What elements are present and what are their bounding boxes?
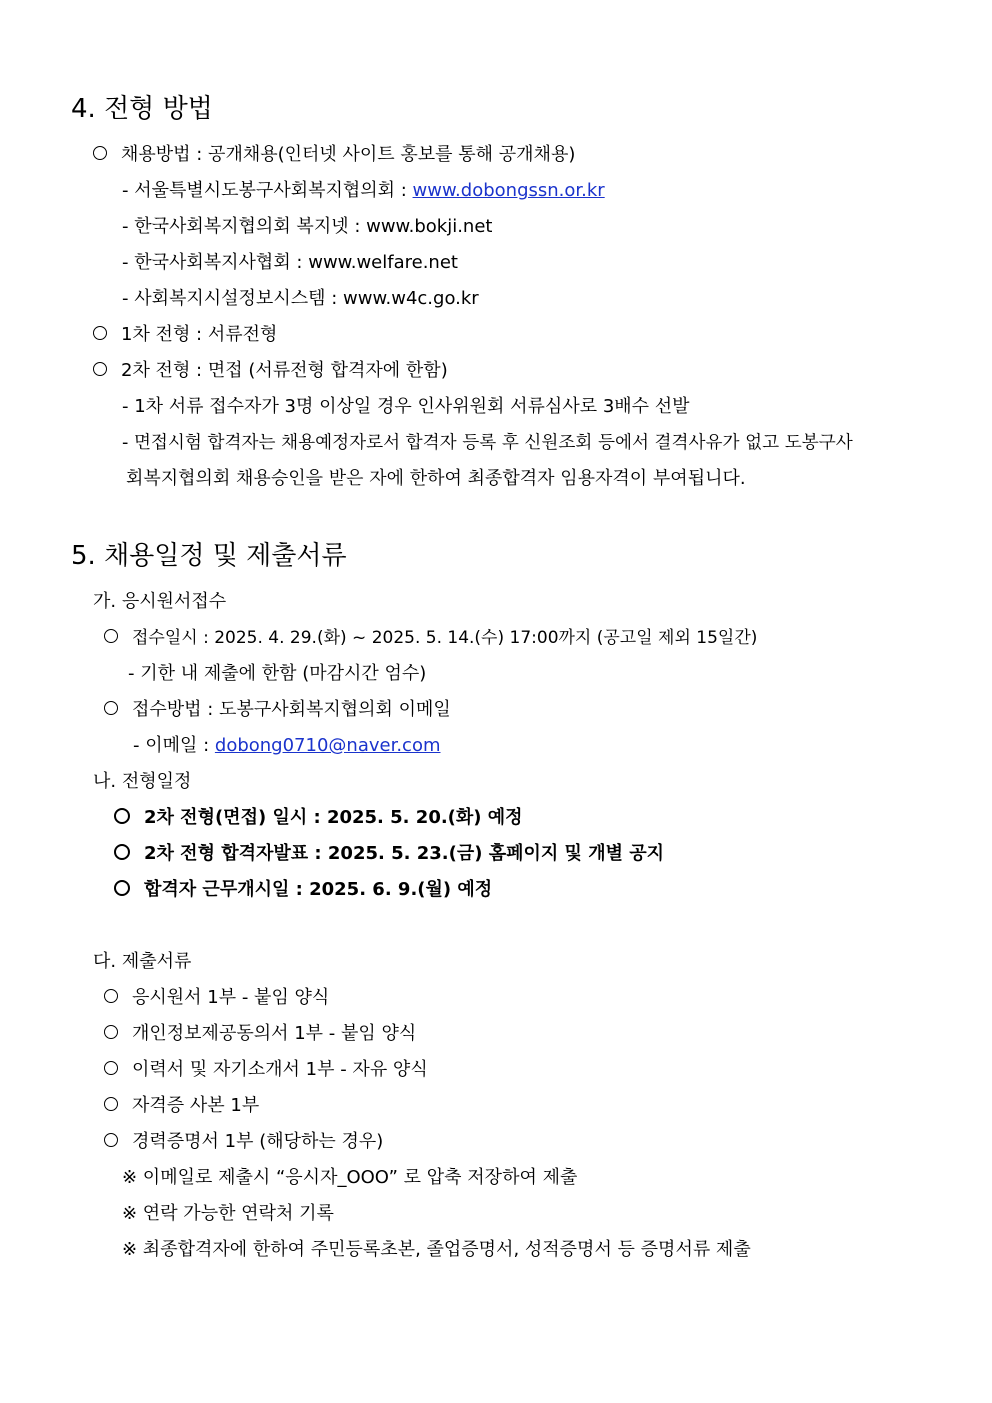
site-url-bokji: www.bokji.net — [366, 216, 493, 237]
apply-period-text: 접수일시 : 2025. 4. 29.(화) ~ 2025. 5. 14.(수) 17:00까지 (공고일 제외 15일간) — [132, 628, 758, 648]
stage-note-2-line-2: 회복지협의회 채용승인을 받은 자에 한하여 최종합격자 임용자격이 부여됩니다. — [126, 468, 746, 489]
recruit-method-text: 채용방법 : 공개채용(인터넷 사이트 홍보를 통해 공개채용) — [121, 144, 576, 165]
stage-note-2-line-1: - 면접시험 합격자는 채용예정자로서 합격자 등록 후 신원조회 등에서 결격사유가 없고 도봉구사 — [122, 433, 853, 453]
document-item-1 — [104, 986, 329, 1010]
document-text: 경력증명서 1부 (해당하는 경우) — [132, 1131, 384, 1152]
circle-bullet-icon — [114, 844, 130, 860]
document-text: 이력서 및 자기소개서 1부 - 자유 양식 — [132, 1059, 428, 1080]
subsection-c-label: 다. 제출서류 — [93, 951, 192, 972]
circle-bullet-icon — [93, 326, 107, 340]
site-url-w4c: www.w4c.go.kr — [343, 288, 479, 309]
site-item-2 — [122, 215, 492, 239]
site-label: - 한국사회복지협의회 복지넷 : — [122, 216, 367, 237]
document-text: 개인정보제공동의서 1부 - 붙임 양식 — [132, 1023, 417, 1044]
document-item-2 — [104, 1022, 416, 1046]
apply-method-item — [104, 698, 451, 722]
schedule-text: 합격자 근무개시일 : 2025. 6. 9.(월) 예정 — [144, 879, 493, 900]
document-item-5 — [104, 1130, 383, 1154]
site-label: - 한국사회복지사협회 : — [122, 252, 309, 273]
site-item-3 — [122, 251, 458, 275]
circle-bullet-icon — [104, 1025, 118, 1039]
email-link[interactable]: dobong0710@naver.com — [214, 735, 441, 756]
document-note-3: ※ 최종합격자에 한하여 주민등록초본, 졸업증명서, 성적증명서 등 증명서류 제출 — [122, 1239, 751, 1260]
site-item-4 — [122, 287, 479, 311]
stage-2-text: 2차 전형 : 면접 (서류전형 합격자에 한함) — [121, 360, 448, 381]
site-link-dobongssn[interactable]: www.dobongssn.or.kr — [412, 180, 605, 201]
schedule-item-3 — [114, 878, 492, 902]
circle-bullet-icon — [104, 701, 118, 715]
schedule-text: 2차 전형 합격자발표 : 2025. 5. 23.(금) 홈페이지 및 개별 공지 — [144, 843, 665, 864]
apply-method-text: 접수방법 : 도봉구사회복지협의회 이메일 — [132, 699, 451, 720]
document-note-1: ※ 이메일로 제출시 “응시자_OOO” 로 압축 저장하여 제출 — [122, 1167, 578, 1188]
site-item-1 — [122, 179, 605, 203]
subsection-b-label: 나. 전형일정 — [93, 771, 192, 792]
stage-1-text: 1차 전형 : 서류전형 — [121, 324, 278, 345]
document-item-4 — [104, 1094, 259, 1118]
site-url-welfare: www.welfare.net — [308, 252, 458, 273]
section-4-title: 4. 전형 방법 — [71, 94, 213, 124]
circle-bullet-icon — [93, 362, 107, 376]
stage-note-1: - 1차 서류 접수자가 3명 이상일 경우 인사위원회 서류심사로 3배수 선발 — [122, 396, 690, 417]
circle-bullet-icon — [93, 146, 107, 160]
circle-bullet-icon — [104, 989, 118, 1003]
circle-bullet-icon — [114, 808, 130, 824]
subsection-a-label: 가. 응시원서접수 — [93, 591, 227, 612]
schedule-text: 2차 전형(면접) 일시 : 2025. 5. 20.(화) 예정 — [144, 807, 523, 828]
email-label: - 이메일 : — [133, 735, 215, 756]
site-label: - 사회복지시설정보시스템 : — [122, 288, 343, 309]
document-note-2: ※ 연락 가능한 연락처 기록 — [122, 1203, 334, 1224]
document-item-3 — [104, 1058, 428, 1082]
apply-period-item — [104, 626, 757, 650]
circle-bullet-icon — [114, 880, 130, 896]
circle-bullet-icon — [104, 1061, 118, 1075]
circle-bullet-icon — [104, 1133, 118, 1147]
stage-2-item — [93, 359, 448, 383]
schedule-item-2 — [114, 842, 664, 866]
circle-bullet-icon — [104, 1097, 118, 1111]
site-label: - 서울특별시도봉구사회복지협의회 : — [122, 180, 413, 201]
section-5-title: 5. 채용일정 및 제출서류 — [71, 541, 347, 571]
document-text: 자격증 사본 1부 — [132, 1095, 260, 1116]
schedule-item-1 — [114, 806, 523, 830]
apply-period-note: - 기한 내 제출에 한함 (마감시간 엄수) — [128, 663, 427, 684]
recruit-method-item — [93, 143, 575, 167]
document-text: 응시원서 1부 - 붙임 양식 — [132, 987, 330, 1008]
email-item — [133, 734, 441, 758]
stage-1-item — [93, 323, 277, 347]
circle-bullet-icon — [104, 629, 118, 643]
